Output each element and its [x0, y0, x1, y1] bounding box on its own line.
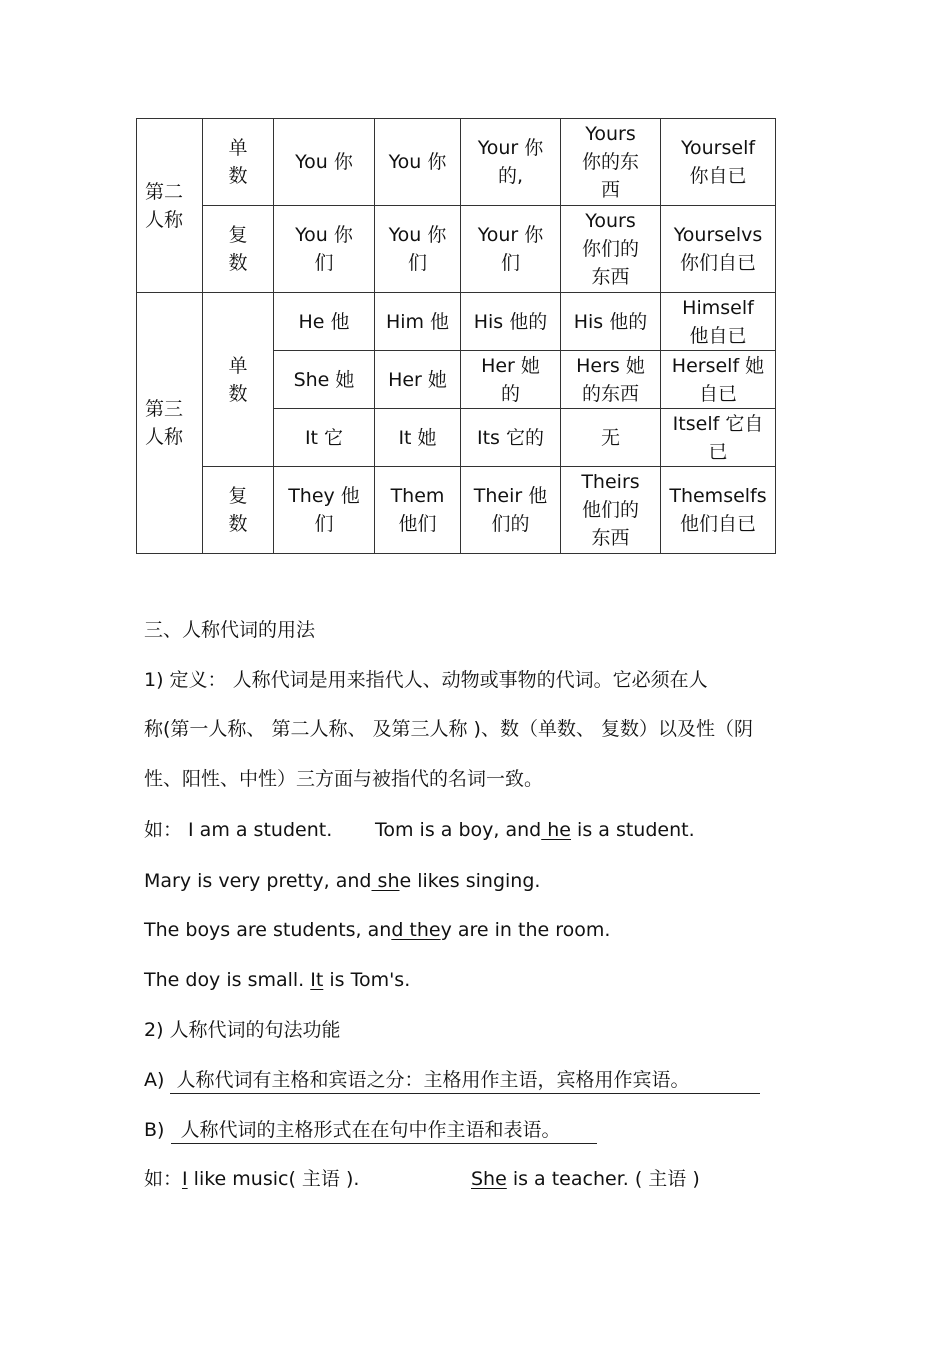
number-label: 复 数 — [203, 206, 274, 293]
underlined-pronoun: She — [471, 1168, 507, 1190]
syntax-title: 2) 人称代词的句法功能 — [144, 1019, 341, 1041]
section-title: 三、人称代词的用法 — [144, 619, 316, 641]
syntax-example — [471, 1167, 700, 1191]
table-cell: It 她 — [375, 409, 461, 467]
table-cell: Herself 她 自已 — [661, 351, 776, 409]
example-text: e likes singing. — [399, 870, 541, 892]
example-line — [144, 968, 410, 992]
table-cell: Its 它的 — [461, 409, 561, 467]
rule-label: A) — [144, 1069, 165, 1091]
second-person-label: 第二 人称 — [137, 119, 203, 293]
table-cell: He 他 — [274, 293, 375, 351]
underlined-pronoun: It — [310, 969, 324, 991]
example-line — [144, 818, 332, 842]
table-cell: You 你 们 — [375, 206, 461, 293]
third-person-label: 第三 人称 — [137, 293, 203, 554]
example-line — [144, 869, 540, 893]
example-text: y are in the room. — [440, 919, 611, 941]
pronoun-table — [136, 118, 776, 554]
rule-text: 人称代词的主格形式在在句中作主语和表语。 — [171, 1118, 597, 1144]
example-text: Mary is very pretty, and — [144, 870, 372, 892]
table-cell: Itself 它自 已 — [661, 409, 776, 467]
table-cell: Yours 你的东 西 — [561, 119, 661, 206]
example-text: 如： I am a student. — [144, 819, 333, 841]
table-cell: It 它 — [274, 409, 375, 467]
underlined-pronoun: d the — [391, 919, 441, 941]
example-text: The boys are students, an — [144, 919, 392, 941]
rule-b — [144, 1118, 597, 1144]
table-cell: Their 他 们的 — [461, 467, 561, 554]
table-cell: Themselfs 他们自已 — [661, 467, 776, 554]
example-line — [144, 918, 610, 942]
table-cell: Her 她 的 — [461, 351, 561, 409]
table-cell: She 她 — [274, 351, 375, 409]
table-cell: Himself 他自已 — [661, 293, 776, 351]
table-cell: Theirs 他们的 东西 — [561, 467, 661, 554]
definition-line: 性、阳性、中性）三方面与被指代的名词一致。 — [144, 768, 544, 790]
table-cell: Yourself 你自已 — [661, 119, 776, 206]
table-cell: You 你 — [274, 119, 375, 206]
example-text: The doy is small. — [144, 969, 311, 991]
underlined-pronoun: sh — [371, 870, 400, 892]
rule-a — [144, 1068, 760, 1094]
table-cell: His 他的 — [461, 293, 561, 351]
rule-label: B) — [144, 1119, 165, 1141]
syntax-example — [144, 1167, 359, 1191]
table-cell: Yours 你们的 东西 — [561, 206, 661, 293]
number-label: 单 数 — [203, 293, 274, 467]
table-cell: His 他的 — [561, 293, 661, 351]
example-text: is a student. — [571, 819, 695, 841]
underlined-pronoun: he — [541, 819, 571, 841]
table-cell: 无 — [561, 409, 661, 467]
definition-line: 称(第一人称、 第二人称、 及第三人称 )、数（单数、 复数）以及性（阴 — [144, 718, 753, 740]
example-prefix: 如： — [144, 1168, 183, 1190]
table-cell: You 你 — [375, 119, 461, 206]
table-cell: Yourselvs 你们自已 — [661, 206, 776, 293]
example-text: Tom is a boy, and — [375, 819, 542, 841]
underlined-pronoun: I — [182, 1168, 188, 1190]
table-cell: You 你 们 — [274, 206, 375, 293]
example-text: like music( 主语 ). — [187, 1168, 360, 1190]
table-cell: Her 她 — [375, 351, 461, 409]
example-text: is Tom's. — [323, 969, 411, 991]
example-line — [375, 818, 695, 842]
table-cell: Him 他 — [375, 293, 461, 351]
table-cell: Hers 她 的东西 — [561, 351, 661, 409]
table-cell: Your 你 们 — [461, 206, 561, 293]
table-cell: Them 他们 — [375, 467, 461, 554]
definition-line: 1) 定义： 人称代词是用来指代人、动物或事物的代词。它必须在人 — [144, 669, 708, 691]
table-cell: Your 你 的, — [461, 119, 561, 206]
table-cell: They 他 们 — [274, 467, 375, 554]
number-label: 复 数 — [203, 467, 274, 554]
example-text: is a teacher. ( 主语 ) — [506, 1168, 700, 1190]
rule-text: 人称代词有主格和宾语之分：主格用作主语，宾格用作宾语。 — [170, 1068, 760, 1094]
number-label: 单 数 — [203, 119, 274, 206]
